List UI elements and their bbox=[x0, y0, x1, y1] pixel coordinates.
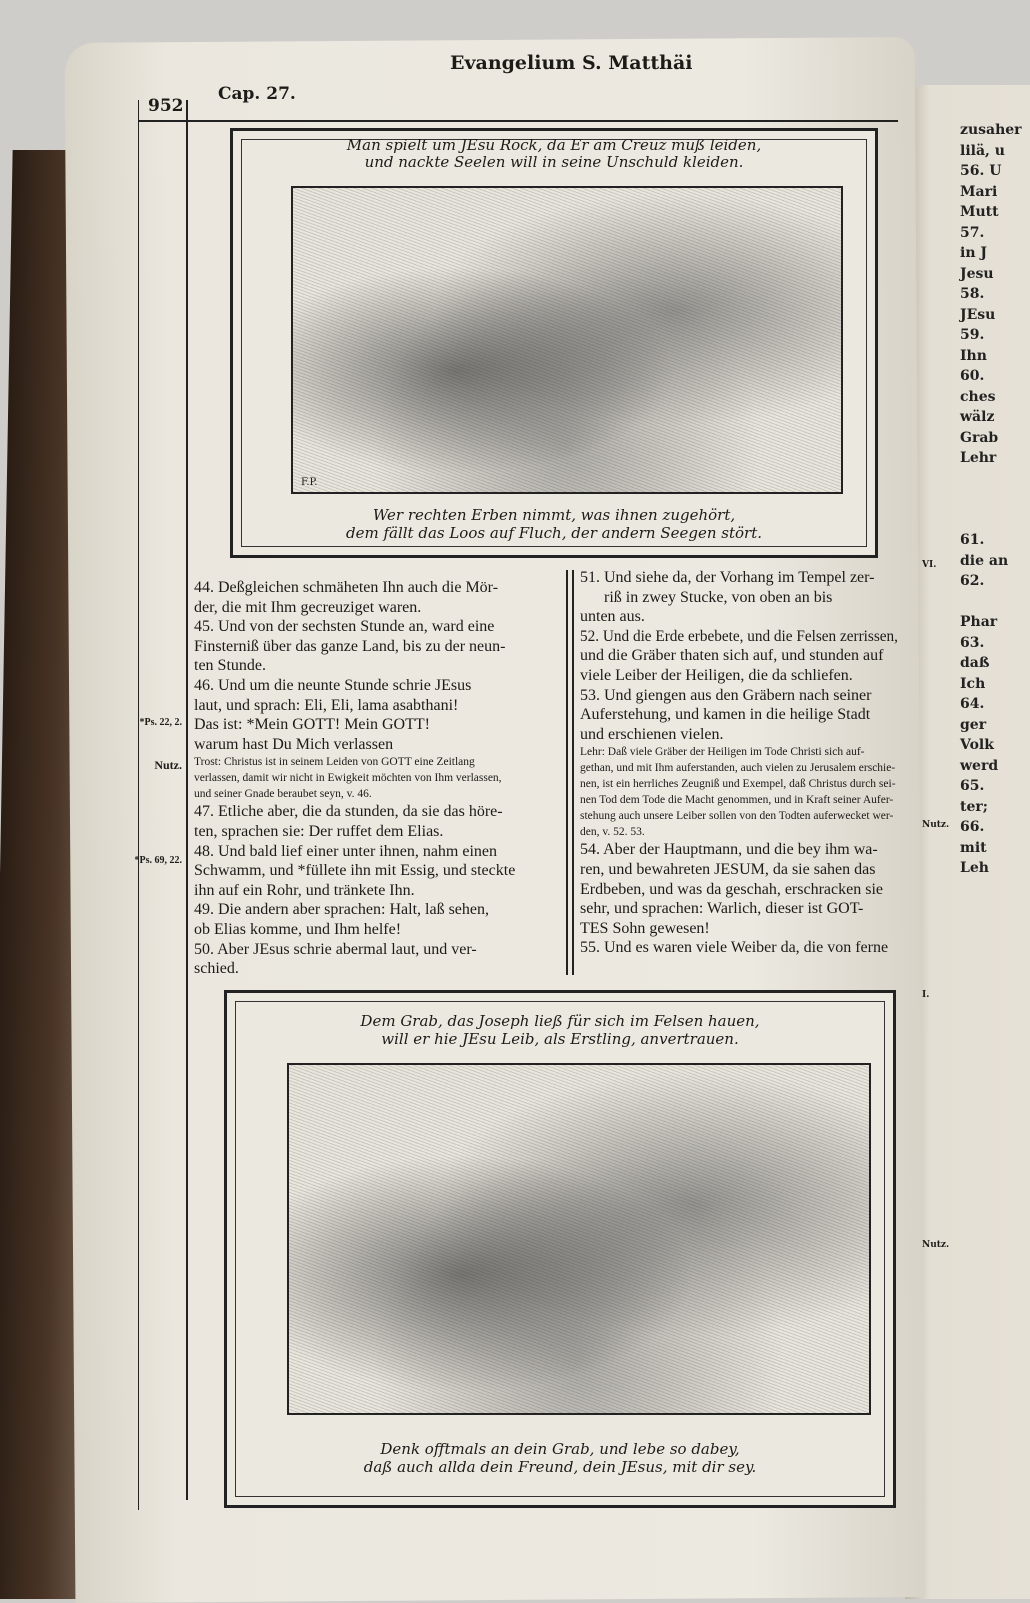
right-page-fragment: Ich bbox=[960, 675, 986, 692]
right-page-fragment: 57. bbox=[960, 224, 985, 241]
right-page-fragment: 60. bbox=[960, 368, 985, 384]
right-page-fragment: 56. U bbox=[960, 163, 1002, 179]
caption-line: und nackte Seelen will in seine Unschuld kleiden. bbox=[364, 153, 744, 171]
right-page-fragment: lilä, u bbox=[960, 142, 1005, 159]
right-page-fragment: JEsu bbox=[960, 306, 996, 323]
verse-line: der, die mit Ihm gecreuziget waren. bbox=[194, 598, 422, 616]
caption-line: Man spielt um JEsu Rock, da Er am Creuz muß leiden, bbox=[346, 136, 762, 154]
verse-line: unten aus. bbox=[580, 608, 645, 626]
outer-rule bbox=[138, 100, 139, 1510]
right-page-fragment bbox=[960, 510, 1022, 531]
verse-line: 45. Und von der sechsten Stunde an, ward eine bbox=[194, 618, 495, 636]
right-page-fragment: ches bbox=[960, 388, 996, 405]
commentary-line: Trost: Christus ist in seinem Leiden von GOTT eine Zeitlang bbox=[194, 756, 475, 769]
engraver-signature: F.P. bbox=[301, 477, 318, 488]
verse-line: ten, sprachen sie: Der ruffet dem Elias. bbox=[194, 822, 444, 840]
right-page-fragment: 63. bbox=[960, 634, 985, 651]
right-page-fragment: 62. bbox=[960, 573, 985, 589]
right-page-fragment: daß bbox=[960, 655, 990, 671]
right-page-fragment bbox=[960, 469, 1022, 490]
right-page-fragment: in J bbox=[960, 245, 987, 261]
verse-line: 47. Etliche aber, die da stunden, da sie das höre- bbox=[194, 803, 503, 821]
verse-line: 51. Und siehe da, der Vorhang im Tempel zer- bbox=[580, 569, 875, 586]
verse-line: und die Gräber thaten sich auf, und stunden auf bbox=[580, 647, 884, 665]
verse-line: schied. bbox=[194, 960, 239, 978]
right-page-fragment: 65. bbox=[960, 778, 985, 794]
right-page-text bbox=[960, 120, 1022, 879]
right-page-fragment: wälz bbox=[960, 409, 995, 425]
right-column bbox=[580, 568, 914, 958]
commentary-line: stehung auch unsere Leiber sollen von den Todten auferwecket wer- bbox=[580, 810, 894, 823]
verse-line: ob Elias komme, und Ihm helfe! bbox=[194, 920, 402, 938]
crucifixion-engraving bbox=[291, 186, 843, 494]
page-number: 952 bbox=[148, 96, 184, 116]
verse-line: 55. Und es waren viele Weiber da, die von ferne bbox=[580, 939, 889, 957]
running-title: Evangelium S. Matthäi bbox=[450, 52, 693, 74]
right-page-fragment: zusaher bbox=[960, 122, 1022, 138]
right-page-fragment: 64. bbox=[960, 696, 985, 712]
right-page-fragment: Mutt bbox=[960, 204, 999, 220]
commentary-line: und seiner Gnade beraubet seyn, v. 46. bbox=[194, 788, 372, 801]
commentary-line: Lehr: Daß viele Gräber der Heiligen im Tode Christi sich auf- bbox=[580, 746, 865, 759]
left-column bbox=[194, 578, 515, 979]
verse-line: Auferstehung, und kamen in die heilige Stadt bbox=[580, 706, 871, 724]
caption-line: daß auch allda dein Freund, dein JEsus, mit dir sey. bbox=[363, 1458, 757, 1476]
right-page-fragment bbox=[960, 592, 1022, 613]
right-margin-note: Nutz. bbox=[922, 820, 950, 830]
verse-line: TES Sohn gewesen! bbox=[580, 919, 710, 937]
verse-line: ten Stunde. bbox=[194, 657, 266, 675]
column-rule-2 bbox=[572, 570, 574, 975]
right-page-fragment: Mari bbox=[960, 183, 998, 200]
right-page-fragment bbox=[960, 489, 1022, 510]
verse-line: Das ist: *Mein GOTT! Mein GOTT! bbox=[194, 716, 430, 734]
right-page-fragment: ter; bbox=[960, 798, 988, 815]
right-page-fragment: Ihn bbox=[960, 347, 987, 364]
caption-line: Dem Grab, das Joseph ließ für sich im Felsen hauen, bbox=[360, 1012, 760, 1030]
verse-line: riß in zwey Stucke, von oben an bis bbox=[580, 588, 833, 606]
entombment-engraving bbox=[287, 1063, 871, 1415]
right-margin-note: VI. bbox=[922, 560, 937, 570]
right-page-fragment: Grab bbox=[960, 429, 999, 446]
commentary-line: gethan, und mit Ihm auferstanden, auch vielen zu Jerusalem erschie- bbox=[580, 762, 896, 775]
engraving-top-frame bbox=[230, 128, 878, 558]
verse-line: 44. Deßgleichen schmäheten Ihn auch die Mör- bbox=[194, 579, 499, 596]
right-page-fragment: Volk bbox=[960, 737, 994, 753]
commentary-line: nen, ist ein herrliches Zeugniß und Exempel, daß Christus durch sei- bbox=[580, 778, 896, 791]
right-page-fragment: ger bbox=[960, 716, 987, 733]
verse-line: 53. Und giengen aus den Gräbern nach seiner bbox=[580, 686, 872, 704]
verse-line: 49. Die andern aber sprachen: Halt, laß sehen, bbox=[194, 901, 489, 919]
right-margin-note: I. bbox=[922, 990, 930, 1000]
header-rule bbox=[138, 120, 898, 122]
caption-line: dem fällt das Loos auf Fluch, der andern Seegen stört. bbox=[345, 524, 762, 542]
verse-line: Schwamm, und *füllete ihn mit Essig, und steckte bbox=[194, 862, 516, 880]
margin-note: Nutz. bbox=[154, 758, 182, 772]
right-page-fragment: 59. bbox=[960, 327, 985, 343]
margin-note: *Ps. 22, 2. bbox=[139, 717, 182, 728]
right-page-fragment: 58. bbox=[960, 286, 985, 302]
verse-line: laut, und sprach: Eli, Eli, lama asabthani! bbox=[194, 696, 459, 714]
verse-line: 46. Und um die neunte Stunde schrie JEsus bbox=[194, 676, 472, 694]
verse-line: Finsterniß über das ganze Land, bis zu der neun- bbox=[194, 637, 506, 655]
right-page-fragment: mit bbox=[960, 839, 987, 856]
right-margin-note: Nutz. bbox=[922, 1240, 950, 1250]
right-page-fragment: 61. bbox=[960, 532, 985, 548]
verse-line: viele Leiber der Heiligen, die da schliefen. bbox=[580, 666, 853, 684]
verse-line: 50. Aber JEsus schrie abermal laut, und ver- bbox=[194, 940, 477, 958]
verse-line: 52. Und die Erde erbebete, und die Felsen zerrissen, bbox=[580, 627, 898, 645]
verse-line: und erschienen vielen. bbox=[580, 725, 724, 743]
margin-rule bbox=[186, 100, 188, 1500]
caption-line: Wer rechten Erben nimmt, was ihnen zugehört, bbox=[372, 506, 736, 524]
right-page-fragment: Phar bbox=[960, 614, 998, 630]
right-page-fragment: Jesu bbox=[960, 265, 994, 282]
right-page-fragment: Lehr bbox=[960, 450, 997, 466]
right-page-fragment: werd bbox=[960, 757, 999, 774]
verse-line: warum hast Du Mich verlassen bbox=[194, 735, 394, 753]
verse-line: Erdbeben, und was da geschah, erschracken sie bbox=[580, 880, 883, 898]
right-page-fragment: Leh bbox=[960, 860, 989, 876]
commentary-line: nen Tod dem Tode die Macht genommen, und in Kraft seiner Aufer- bbox=[580, 794, 894, 807]
caption-line: will er hie JEsu Leib, als Erstling, anvertrauen. bbox=[381, 1030, 739, 1048]
caption-line: Denk offtmals an dein Grab, und lebe so dabey, bbox=[380, 1440, 740, 1458]
chapter-label: Cap. 27. bbox=[218, 84, 296, 104]
commentary-line: den, v. 52. 53. bbox=[580, 826, 645, 839]
margin-note: *Ps. 69, 22. bbox=[134, 855, 182, 866]
verse-line: ren, und bewahreten JESUM, da sie sahen das bbox=[580, 860, 876, 878]
verse-line: ihn auf ein Rohr, und tränkete Ihn. bbox=[194, 881, 415, 899]
verse-line: 48. Und bald lief einer unter ihnen, nahm einen bbox=[194, 842, 498, 860]
column-rule bbox=[566, 570, 568, 975]
verse-line: sehr, und sprachen: Warlich, dieser ist GOT- bbox=[580, 900, 864, 918]
verse-line: 54. Aber der Hauptmann, und die bey ihm wa- bbox=[580, 841, 878, 859]
right-page-fragment: 66. bbox=[960, 819, 985, 835]
commentary-line: verlassen, damit wir nicht in Ewigkeit möchten von Ihm verlassen, bbox=[194, 772, 502, 785]
engraving-bottom-frame bbox=[224, 990, 896, 1508]
right-page-fragment: die an bbox=[960, 552, 1009, 569]
